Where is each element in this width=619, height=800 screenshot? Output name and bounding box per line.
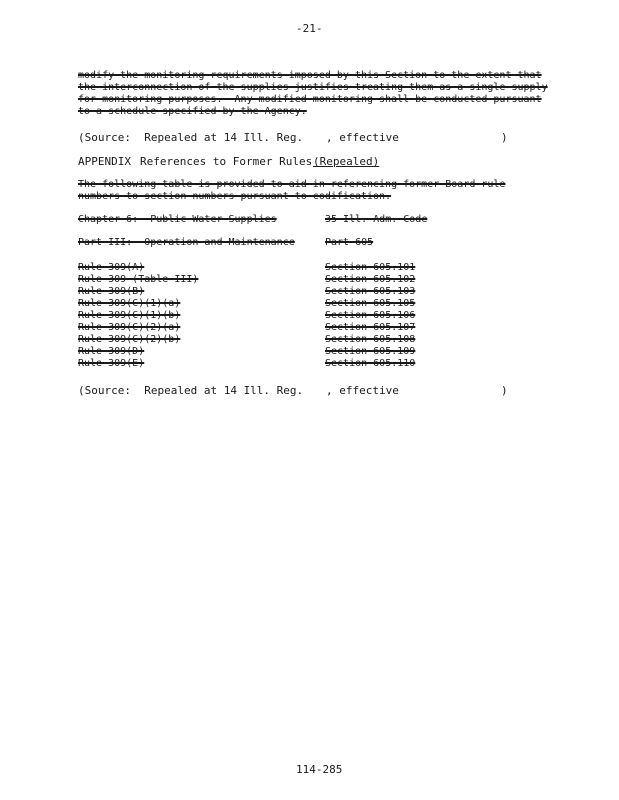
section-cell: Section 605.101 [325, 262, 416, 273]
source-prefix: (Source: Repealed at 14 Ill. Reg. [78, 384, 304, 397]
table-row [0, 358, 619, 370]
table-header-right: Part 605 [325, 237, 374, 248]
table-header-right: 35 Ill. Adm. Code [325, 214, 428, 225]
rule-cell: Rule 309(B) [78, 286, 145, 297]
table-row [0, 298, 619, 310]
page-number: -21- [296, 22, 323, 35]
section-cell: Section 605.105 [325, 298, 416, 309]
source-effective: , effective [326, 384, 399, 397]
para-line: for monitoring purposes. Any modified monitoring shall be conducted pursuant [78, 94, 542, 105]
source-effective: , effective [326, 131, 399, 144]
para-line: modify the monitoring requirements imposed by this Section to the extent that [78, 70, 542, 81]
table-row [0, 262, 619, 274]
rule-cell: Rule 309(A) [78, 262, 145, 273]
footer-page-ref: 114-285 [296, 763, 343, 776]
appendix-status: (Repealed) [313, 155, 380, 168]
section-cell: Section 605.108 [325, 334, 416, 345]
rule-cell: Rule 309(E) [78, 358, 145, 369]
table-row [0, 286, 619, 298]
rule-cell: Rule 309(C)(2)(b) [78, 334, 181, 345]
rule-cell: Rule 309(C)(1)(b) [78, 310, 181, 321]
table-row [0, 346, 619, 358]
table-row [0, 334, 619, 346]
table-header-left: Chapter 6: Public Water Supplies [78, 214, 277, 225]
source-prefix: (Source: Repealed at 14 Ill. Reg. [78, 131, 304, 144]
rule-cell: Rule 309(C)(1)(a) [78, 298, 181, 309]
rule-cell: Rule 309(C)(2)(a) [78, 322, 181, 333]
source-close: ) [501, 384, 508, 397]
source-close: ) [501, 131, 508, 144]
para-line: numbers to section numbers pursuant to codification. [78, 191, 392, 202]
table-row [0, 310, 619, 322]
para-line: the interconnection of the supplies justifies treating them as a single supply [78, 82, 548, 93]
appendix-title: References to Former Rules [140, 155, 313, 168]
table-header-left: Part III: Operation and Maintenance [78, 237, 295, 248]
table-row [0, 322, 619, 334]
section-cell: Section 605.109 [325, 346, 416, 357]
section-cell: Section 605.107 [325, 322, 416, 333]
para-line: The following table is provided to aid in referencing former Board rule [78, 179, 506, 190]
section-cell: Section 605.106 [325, 310, 416, 321]
table-row [0, 274, 619, 286]
rule-cell: Rule 309(D) [78, 346, 145, 357]
section-cell: Section 605.103 [325, 286, 416, 297]
section-cell: Section 605.110 [325, 358, 416, 369]
section-cell: Section 605.102 [325, 274, 416, 285]
para-line: to a schedule specified by the Agency. [78, 106, 307, 117]
rule-cell: Rule 309 (Table III) [78, 274, 199, 285]
appendix-label: APPENDIX [78, 155, 131, 168]
